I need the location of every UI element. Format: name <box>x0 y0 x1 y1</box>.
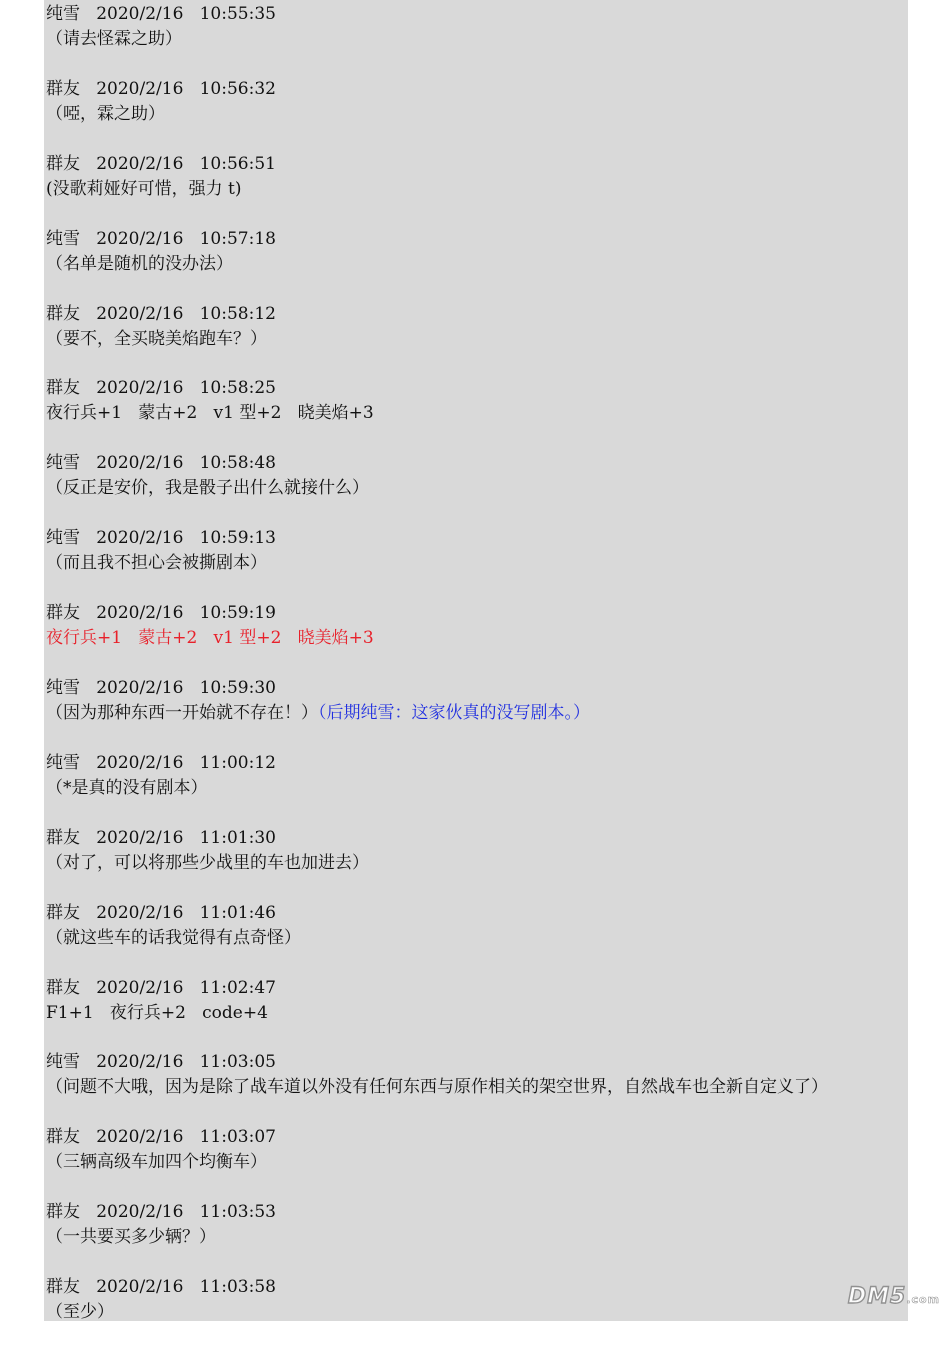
entry-header <box>46 526 946 551</box>
chat-entry <box>46 1200 946 1275</box>
message-segment: （至少） <box>46 1302 114 1323</box>
message-segment: （一共要买多少辆？） <box>46 1227 216 1248</box>
chat-entry <box>46 976 946 1051</box>
message-segment: （就这些车的话我觉得有点奇怪） <box>46 927 301 948</box>
chat-entry <box>46 451 946 526</box>
message-date: 2020/2/16 <box>96 827 184 848</box>
message-text <box>46 1001 946 1026</box>
entry-header <box>46 227 946 252</box>
message-date: 2020/2/16 <box>96 1127 184 1148</box>
message-date: 2020/2/16 <box>96 1052 184 1073</box>
message-segment: （*是真的没有剧本） <box>46 777 208 798</box>
message-time: 10:59:30 <box>199 678 276 699</box>
chat-entry <box>46 826 946 901</box>
message-segment-blue: （后期纯雪：这家伙真的没写剧本。） <box>318 703 590 724</box>
message-time: 10:57:18 <box>199 228 276 249</box>
message-segment: F1+1 夜行兵+2 code+4 <box>46 1002 268 1023</box>
message-time: 10:56:32 <box>199 78 276 99</box>
speaker-name: 群友 <box>46 977 80 998</box>
speaker-name: 群友 <box>46 303 80 324</box>
chat-entry <box>46 1275 946 1350</box>
entry-header <box>46 2 946 27</box>
message-time: 11:01:46 <box>199 902 276 923</box>
message-segment: (没歌莉娅好可惜，强力 t) <box>46 178 242 199</box>
message-time: 11:03:58 <box>199 1277 276 1298</box>
entry-header <box>46 77 946 102</box>
speaker-name: 群友 <box>46 1202 80 1223</box>
chat-entry <box>46 751 946 826</box>
chat-entry <box>46 2 946 77</box>
chat-entry <box>46 601 946 676</box>
speaker-name: 纯雪 <box>46 528 80 549</box>
speaker-name: 纯雪 <box>46 228 80 249</box>
entry-header <box>46 302 946 327</box>
message-text <box>46 926 946 951</box>
site-watermark-logo <box>848 1284 940 1309</box>
message-date: 2020/2/16 <box>96 453 184 474</box>
entry-header <box>46 152 946 177</box>
message-time: 10:58:25 <box>199 378 276 399</box>
message-segment: （要不，全买晓美焰跑车？） <box>46 328 267 349</box>
message-segment: （啞，霖之助） <box>46 103 165 124</box>
speaker-name: 群友 <box>46 902 80 923</box>
speaker-name: 群友 <box>46 1277 80 1298</box>
message-time: 10:58:12 <box>199 303 276 324</box>
entry-header <box>46 451 946 476</box>
message-time: 10:59:13 <box>199 528 276 549</box>
entry-header <box>46 1275 946 1300</box>
entry-header <box>46 751 946 776</box>
message-time: 11:03:53 <box>199 1202 276 1223</box>
message-text <box>46 177 946 202</box>
message-segment: （而且我不担心会被撕剧本） <box>46 553 267 574</box>
message-segment: （三辆高级车加四个均衡车） <box>46 1152 267 1173</box>
chat-entry <box>46 152 946 227</box>
speaker-name: 纯雪 <box>46 1052 80 1073</box>
entry-header <box>46 1050 946 1075</box>
message-time: 10:55:35 <box>199 4 276 24</box>
message-segment: （请去怪霖之助） <box>46 29 182 49</box>
message-time: 10:56:51 <box>199 153 276 174</box>
entry-header <box>46 1125 946 1150</box>
entry-header <box>46 901 946 926</box>
watermark-suffix: .com <box>906 1293 940 1306</box>
message-text <box>46 626 946 651</box>
speaker-name: 纯雪 <box>46 453 80 474</box>
message-time: 10:58:48 <box>199 453 276 474</box>
entry-header <box>46 676 946 701</box>
message-text <box>46 1075 946 1100</box>
message-date: 2020/2/16 <box>96 1202 184 1223</box>
message-date: 2020/2/16 <box>96 228 184 249</box>
message-date: 2020/2/16 <box>96 4 184 24</box>
message-segment: （因为那种东西一开始就不存在！） <box>46 703 318 724</box>
message-text <box>46 401 946 426</box>
message-text <box>46 551 946 576</box>
message-segment-red: 夜行兵+1 蒙古+2 v1 型+2 晓美焰+3 <box>46 628 374 649</box>
message-time: 11:03:07 <box>199 1127 276 1148</box>
message-time: 11:03:05 <box>199 1052 276 1073</box>
chat-entry <box>46 1125 946 1200</box>
chat-entry <box>46 227 946 302</box>
speaker-name: 群友 <box>46 153 80 174</box>
speaker-name: 纯雪 <box>46 752 80 773</box>
message-date: 2020/2/16 <box>96 153 184 174</box>
speaker-name: 群友 <box>46 1127 80 1148</box>
entry-header <box>46 376 946 401</box>
message-time: 11:00:12 <box>199 752 276 773</box>
speaker-name: 纯雪 <box>46 678 80 699</box>
message-text <box>46 1300 946 1325</box>
message-text <box>46 476 946 501</box>
message-segment: （问题不大哦，因为是除了战车道以外没有任何东西与原作相关的架空世界，自然战车也全新自定义了） <box>46 1077 828 1098</box>
chat-entry <box>46 1050 946 1125</box>
message-date: 2020/2/16 <box>96 603 184 624</box>
chat-entry <box>46 376 946 451</box>
message-segment: （对了，可以将那些少战里的车也加进去） <box>46 852 369 873</box>
message-text <box>46 27 946 52</box>
message-date: 2020/2/16 <box>96 1277 184 1298</box>
entry-header <box>46 601 946 626</box>
entry-header <box>46 826 946 851</box>
message-text <box>46 252 946 277</box>
message-text <box>46 776 946 801</box>
message-text <box>46 851 946 876</box>
message-date: 2020/2/16 <box>96 977 184 998</box>
chat-entry <box>46 302 946 377</box>
speaker-name: 群友 <box>46 827 80 848</box>
message-time: 11:01:30 <box>199 827 276 848</box>
speaker-name: 群友 <box>46 78 80 99</box>
message-date: 2020/2/16 <box>96 528 184 549</box>
message-segment: （反正是安价，我是骰子出什么就接什么） <box>46 478 369 499</box>
chat-entry <box>46 901 946 976</box>
chat-entry <box>46 676 946 751</box>
message-segment: 夜行兵+1 蒙古+2 v1 型+2 晓美焰+3 <box>46 403 374 424</box>
message-date: 2020/2/16 <box>96 378 184 399</box>
watermark-brand: DM5 <box>847 1284 907 1309</box>
message-text <box>46 102 946 127</box>
message-date: 2020/2/16 <box>96 902 184 923</box>
message-time: 10:59:19 <box>199 603 276 624</box>
chat-entry <box>46 77 946 152</box>
message-date: 2020/2/16 <box>96 303 184 324</box>
message-segment: （名单是随机的没办法） <box>46 253 233 274</box>
message-date: 2020/2/16 <box>96 678 184 699</box>
message-text <box>46 327 946 352</box>
message-text <box>46 1225 946 1250</box>
entry-header <box>46 1200 946 1225</box>
chat-entry <box>46 526 946 601</box>
message-text <box>46 701 946 726</box>
speaker-name: 纯雪 <box>46 4 80 24</box>
message-date: 2020/2/16 <box>96 752 184 773</box>
speaker-name: 群友 <box>46 603 80 624</box>
message-time: 11:02:47 <box>199 977 276 998</box>
message-text <box>46 1150 946 1175</box>
entry-header <box>46 976 946 1001</box>
speaker-name: 群友 <box>46 378 80 399</box>
chat-log <box>46 2 946 1350</box>
message-date: 2020/2/16 <box>96 78 184 99</box>
